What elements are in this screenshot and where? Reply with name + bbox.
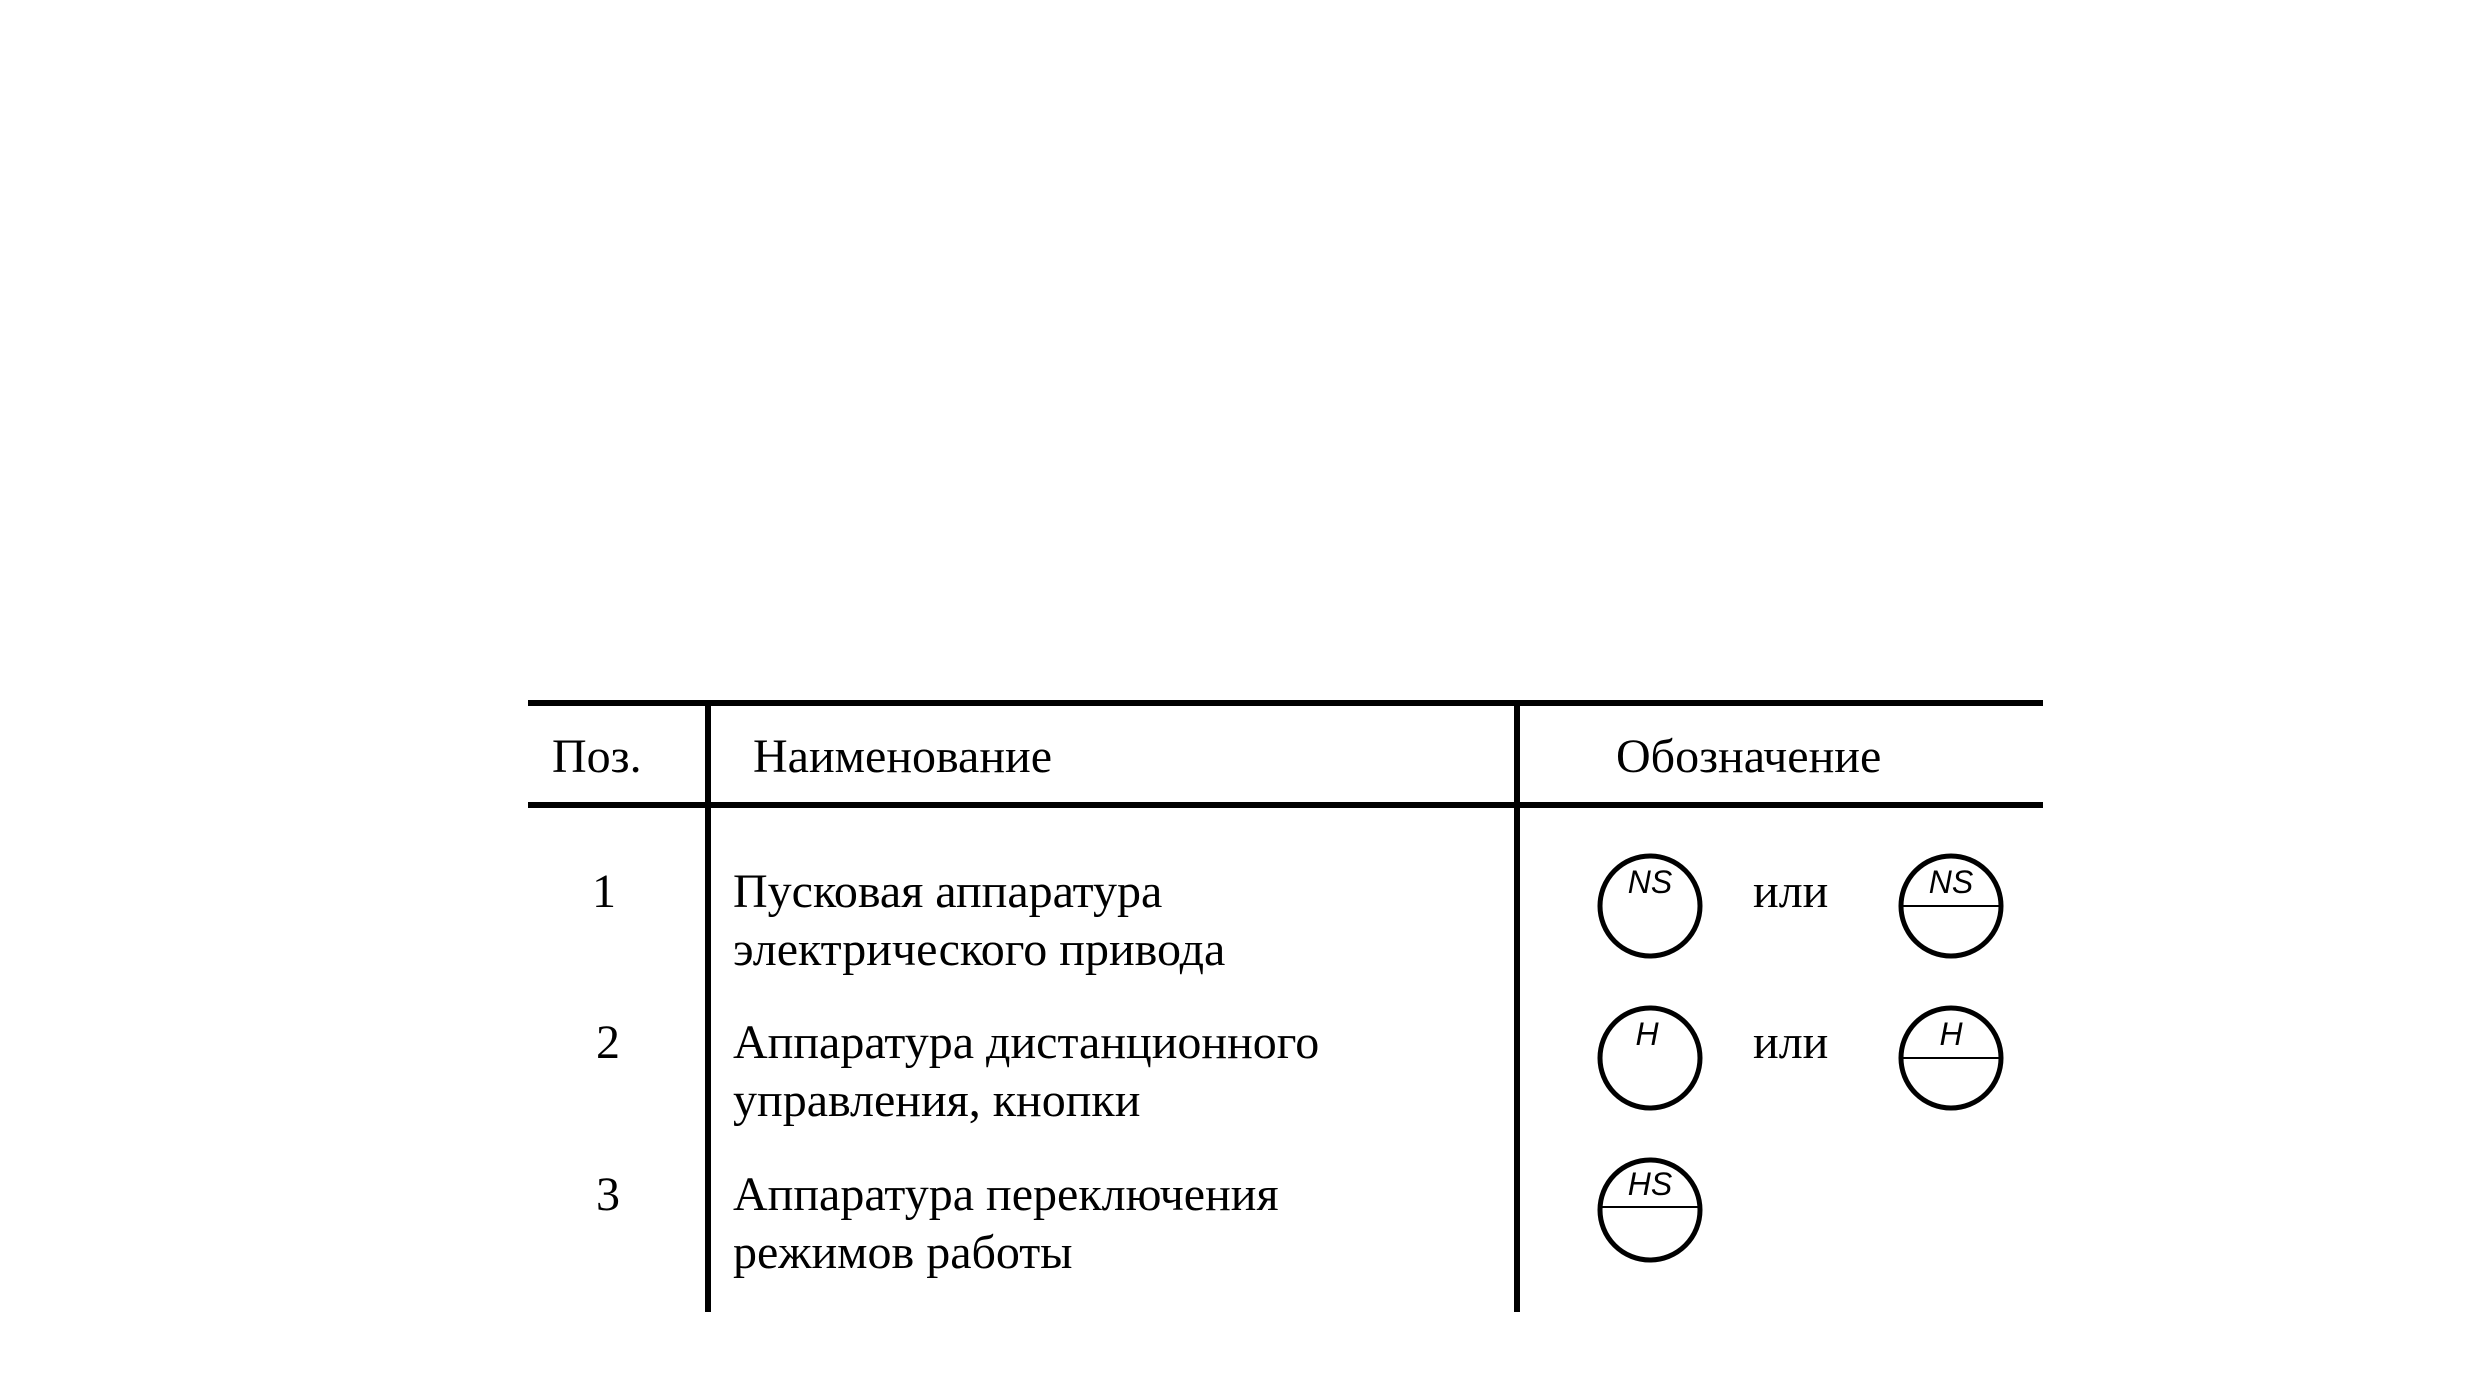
header-name: Наименование <box>753 730 1053 783</box>
row-3-name-line1: Аппаратура переключения <box>733 1168 1279 1221</box>
row-2-name-line2: управления, кнопки <box>733 1074 1141 1127</box>
row-3-symbol-a-label: HS <box>1627 1166 1673 1202</box>
row-2-symbol-a-label: H <box>1635 1016 1659 1052</box>
row-2-or: или <box>1753 1016 1829 1069</box>
row-3-symbol-a <box>1597 1157 1703 1263</box>
row-1-symbol-b <box>1898 853 2004 959</box>
row-2-symbol-a <box>1597 1005 1703 1111</box>
header-designation: Обозначение <box>1616 730 1882 783</box>
panel-instrument-circle-icon <box>1898 853 2004 959</box>
header-pos: Поз. <box>552 730 642 783</box>
column-divider-2 <box>1514 700 1520 1312</box>
row-3-pos: 3 <box>596 1168 620 1221</box>
column-divider-1 <box>705 700 711 1312</box>
row-1-symbol-a-label: NS <box>1627 864 1673 900</box>
row-2-symbol-b <box>1898 1005 2004 1111</box>
row-1-or: или <box>1753 865 1829 918</box>
row-1-pos: 1 <box>592 865 616 918</box>
instrument-circle-icon <box>1597 853 1703 959</box>
row-3-name-line2: режимов работы <box>733 1226 1073 1279</box>
row-2-pos: 2 <box>596 1016 620 1069</box>
row-1-symbol-a <box>1597 853 1703 959</box>
row-2-symbol-b-label: H <box>1939 1016 1963 1052</box>
table-top-rule <box>528 700 2043 706</box>
row-1-name-line2: электрического привода <box>733 923 1226 976</box>
panel-instrument-circle-icon <box>1898 1005 2004 1111</box>
panel-instrument-circle-icon <box>1597 1157 1703 1263</box>
instrument-circle-icon <box>1597 1005 1703 1111</box>
row-1-name-line1: Пусковая аппаратура <box>733 865 1163 918</box>
table-header-rule <box>528 802 2043 808</box>
row-2-name-line1: Аппаратура дистанционного <box>733 1016 1320 1069</box>
row-1-symbol-b-label: NS <box>1928 864 1974 900</box>
